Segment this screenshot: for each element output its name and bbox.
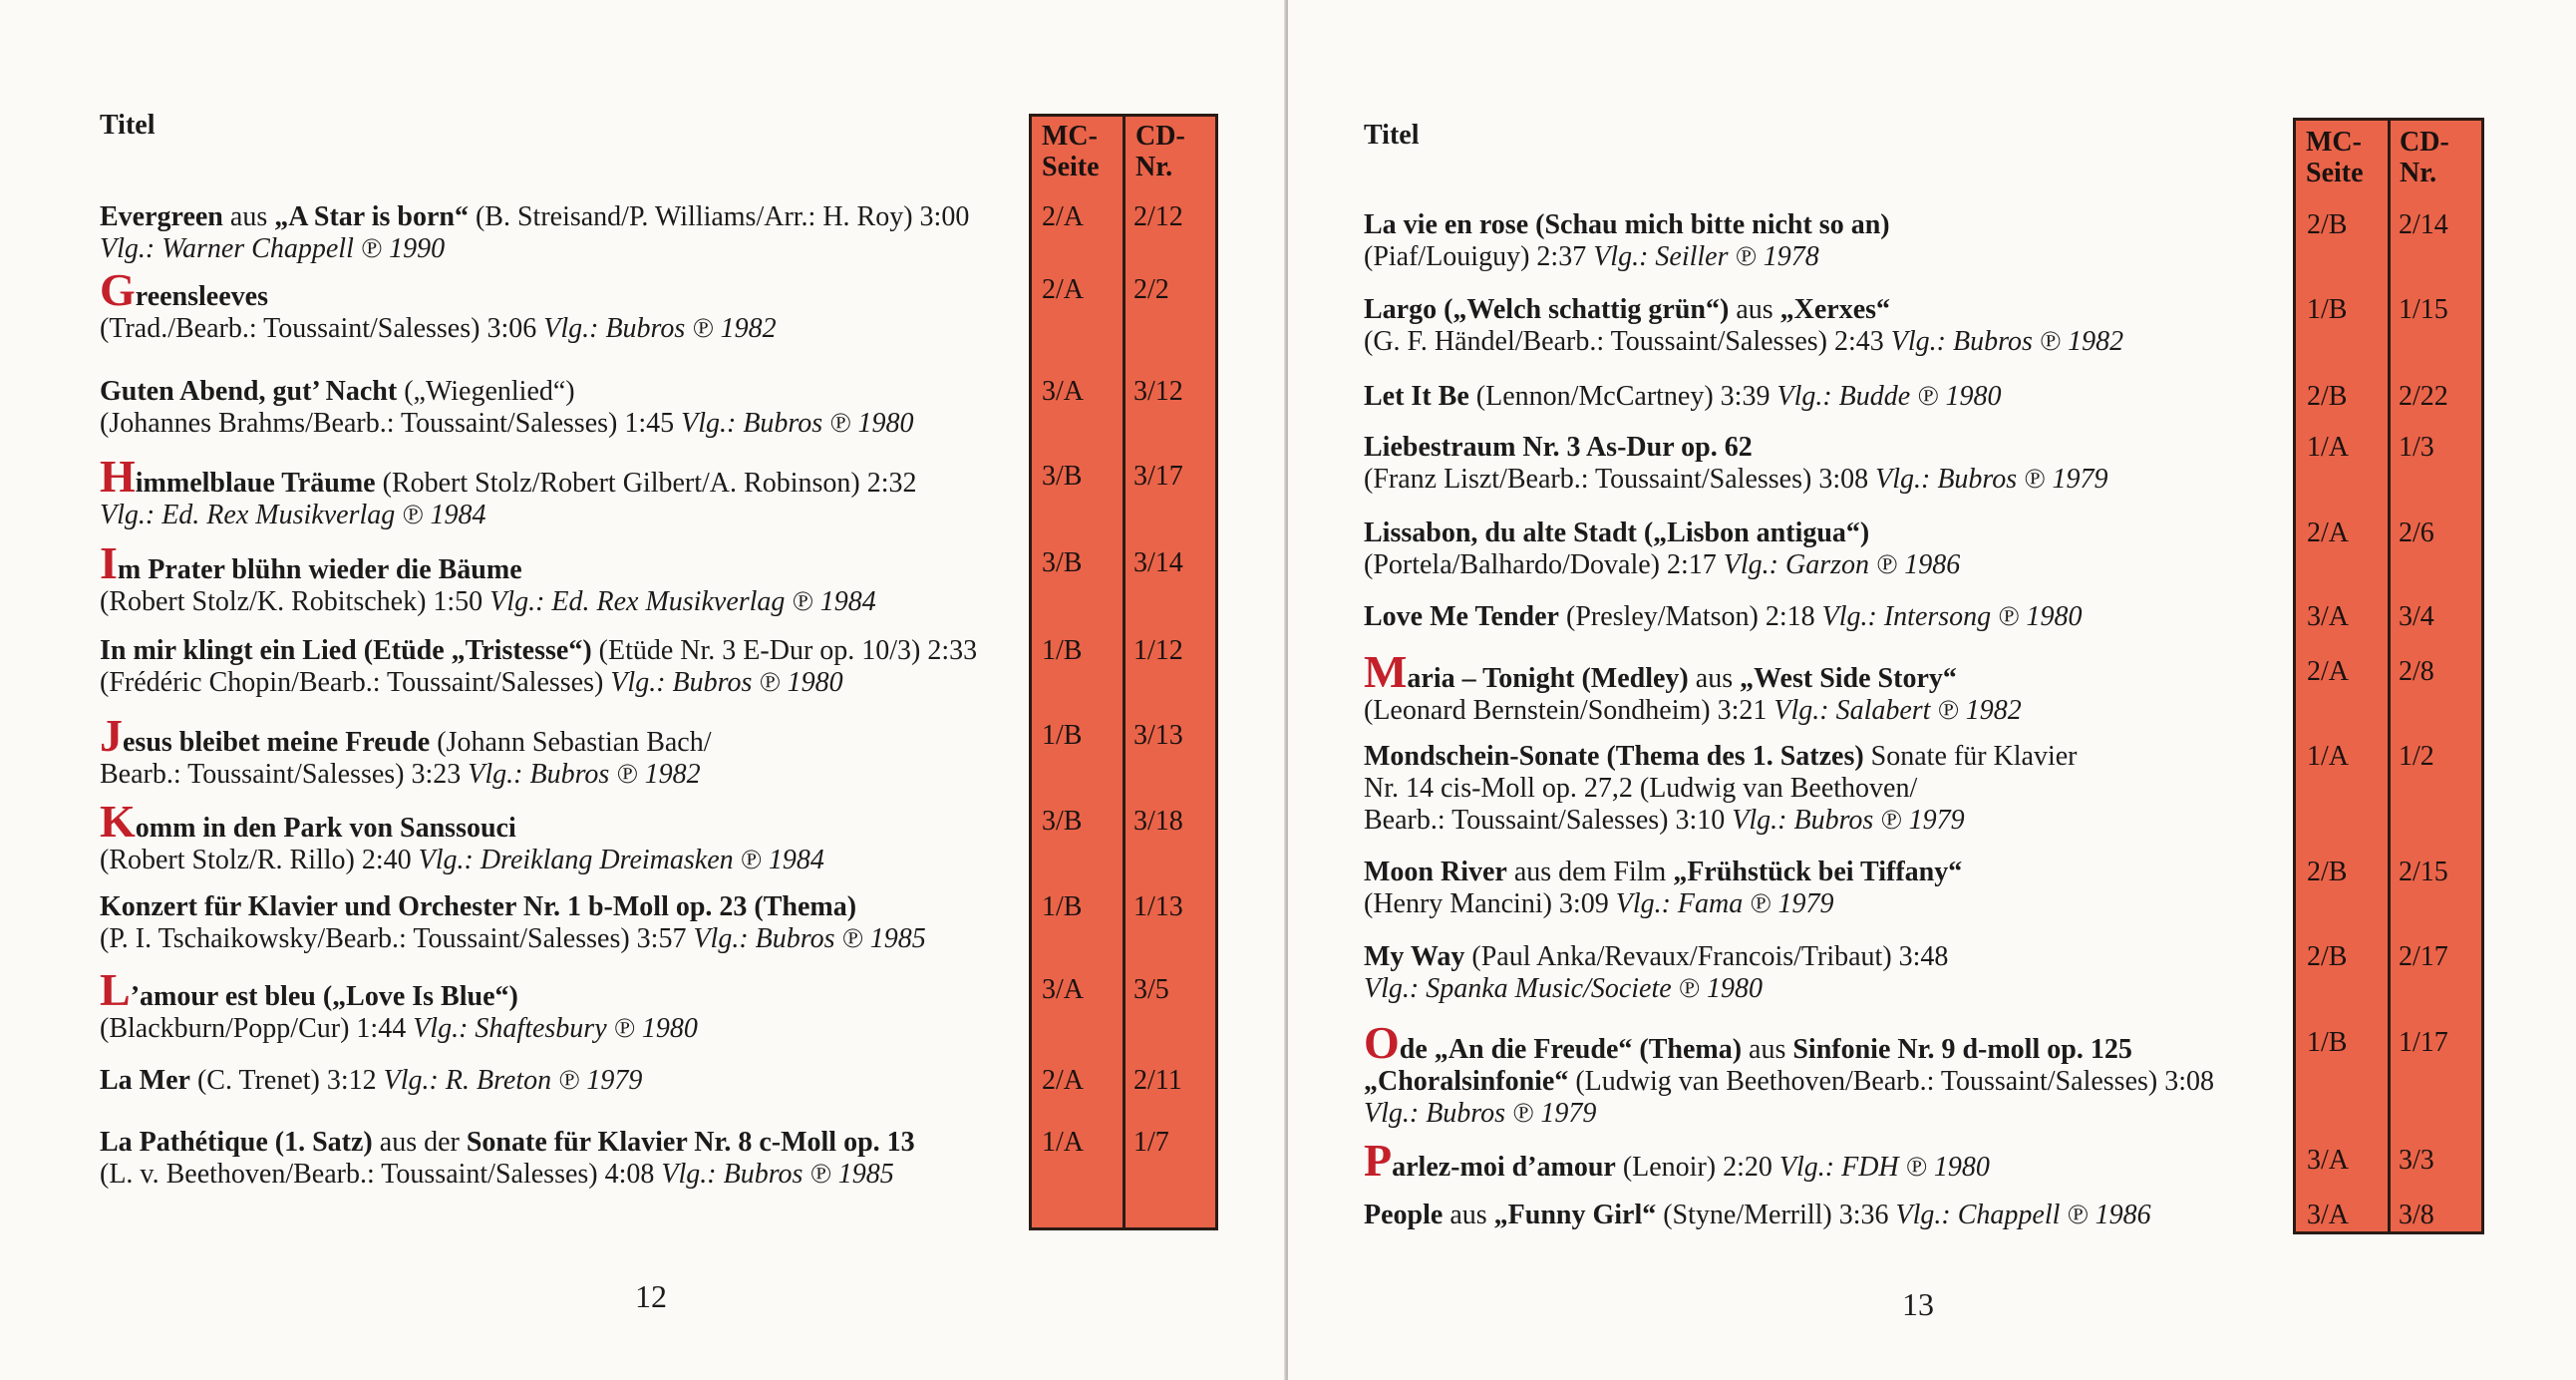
song-entry: [1364, 1200, 2151, 1231]
entry-title-text: aus: [1688, 663, 1741, 694]
entry-title-text: „Frühstück bei Tiffany“: [1673, 857, 1963, 887]
entry-title-text: ’amour est bleu („Love Is Blue“): [130, 981, 518, 1012]
entry-detail-text: (Blackburn/Popp/Cur) 1:44: [100, 1013, 414, 1044]
entry-title-text: aus: [1742, 1034, 1793, 1065]
cd-header-line2: Nr.: [1135, 152, 1173, 182]
entry-detail-text: Vlg.: Warner Chappell ℗ 1990: [100, 233, 446, 264]
entry-title-text: aus dem Film: [1506, 857, 1674, 887]
mc-side-cell: 3/A: [1042, 974, 1084, 1005]
entry-title-text: La Pathétique (1. Satz): [100, 1127, 373, 1158]
initial-capital: L: [100, 964, 131, 1015]
entry-detail-text: (L. v. Beethoven/Bearb.: Toussaint/Salesses) 4:08: [100, 1159, 662, 1190]
cd-number-cell: 2/2: [1133, 274, 1169, 305]
entry-detail-text: (Portela/Balhardo/Dovale) 2:17: [1364, 549, 1724, 580]
mc-side-cell: 3/A: [2307, 1145, 2349, 1176]
page-number: 12: [635, 1278, 667, 1314]
entry-title-text: Vlg.: Budde ℗ 1980: [1776, 381, 2002, 412]
cd-number-cell: 2/6: [2399, 518, 2434, 548]
entry-title-text: „West Side Story“: [1740, 663, 1957, 694]
song-entry: [100, 451, 917, 531]
entry-detail-text: Vlg.: Ed. Rex Musikverlag ℗ 1984: [489, 586, 876, 617]
entry-title-text: Sonate für Klavier Nr. 8 c-Moll op. 13: [466, 1127, 915, 1158]
mc-side-cell: 1/B: [1042, 720, 1083, 751]
song-entry: [100, 964, 698, 1045]
cd-number-cell: 1/2: [2399, 741, 2434, 772]
left-page: [0, 0, 1286, 1380]
entry-detail-text: Vlg.: Spanka Music/Societe ℗ 1980: [1364, 973, 1763, 1004]
cd-number-cell: 3/4: [2399, 601, 2434, 632]
entry-title-text: Sinfonie Nr. 9 d-moll op. 125: [1792, 1034, 2132, 1065]
mc-side-cell: 1/B: [2307, 294, 2348, 325]
entry-detail-text: Vlg.: Bubros ℗ 1982: [1890, 326, 2124, 357]
entry-title-text: m Prater blühn wieder die Bäume: [117, 554, 522, 585]
cd-header-line1: CD-: [1135, 121, 1185, 152]
cd-number-cell: 2/22: [2399, 381, 2448, 412]
entry-title-text: Vlg.: R. Breton ℗ 1979: [383, 1065, 643, 1096]
mc-side-cell: 3/A: [2307, 601, 2349, 632]
entry-title-text: aus: [222, 201, 275, 232]
cd-number-cell: 3/5: [1133, 974, 1169, 1005]
entry-detail-text: Vlg.: Bubros ℗ 1979: [1364, 1098, 1597, 1129]
song-entry: [100, 635, 977, 699]
song-entry: [1364, 601, 2082, 633]
entry-detail-text: Vlg.: Bubros ℗ 1985: [693, 923, 926, 954]
song-entry: [100, 710, 712, 791]
entry-title-text: (Paul Anka/Revaux/Francois/Tribaut) 3:48: [1464, 941, 1949, 972]
entry-title-text: reensleeves: [135, 281, 268, 312]
entry-title-text: (Robert Stolz/Robert Gilbert/A. Robinson) 2:32: [375, 468, 917, 499]
entry-detail-text: (Piaf/Louiguy) 2:37: [1364, 241, 1594, 272]
entry-title-text: „A Star is born“: [274, 201, 469, 232]
entry-detail-text: Vlg.: Bubros ℗ 1980: [610, 667, 843, 698]
cd-number-cell: 2/11: [1133, 1065, 1182, 1096]
mc-side-cell: 1/A: [1042, 1127, 1084, 1158]
initial-capital: J: [100, 710, 123, 761]
entry-title-text: Liebestraum Nr. 3 As-Dur op. 62: [1364, 432, 1753, 463]
entry-title-text: („Wiegenlied“): [397, 376, 575, 407]
initial-capital: K: [100, 796, 136, 847]
entry-detail-text: (Leonard Bernstein/Sondheim) 3:21: [1364, 695, 1774, 726]
entry-detail-text: Vlg.: Garzon ℗ 1986: [1723, 549, 1961, 580]
entry-detail-text: Bearb.: Toussaint/Salesses) 3:23: [100, 759, 469, 790]
entry-detail-text: Vlg.: Bubros ℗ 1979: [1732, 805, 1965, 836]
initial-capital: P: [1364, 1135, 1393, 1186]
mc-side-cell: 2/B: [2307, 941, 2348, 972]
mc-side-cell: 1/B: [1042, 891, 1083, 922]
entry-title-text: La vie en rose (Schau mich bitte nicht so an): [1364, 209, 1890, 240]
entry-title-text: (Presley/Matson) 2:18: [1559, 601, 1822, 632]
cd-header-line1: CD-: [2400, 127, 2449, 158]
cd-number-cell: 2/17: [2399, 941, 2448, 972]
entry-detail-text: (Johannes Brahms/Bearb.: Toussaint/Salesses) 1:45: [100, 408, 682, 439]
song-entry: [100, 264, 777, 345]
cd-number-cell: 3/13: [1133, 720, 1183, 751]
entry-detail-text: Vlg.: Dreiklang Dreimasken ℗ 1984: [418, 845, 824, 875]
song-entry: [1364, 646, 2022, 727]
song-entry: [1364, 1135, 1990, 1186]
entry-title-text: (Johann Sebastian Bach/: [430, 727, 712, 758]
entry-title-text: Lissabon, du alte Stadt („Lisbon antigua“): [1364, 518, 1870, 548]
mc-side-cell: 2/A: [1042, 274, 1084, 305]
cd-number-cell: 3/17: [1133, 461, 1183, 492]
mc-side-cell: 2/A: [1042, 1065, 1084, 1096]
title-column-header: Titel: [100, 110, 156, 141]
entry-title-text: (Lennon/McCartney) 3:39: [1468, 381, 1777, 412]
cd-number-cell: 3/8: [2399, 1200, 2434, 1230]
song-entry: [100, 537, 876, 618]
mc-side-cell: 1/A: [2307, 741, 2349, 772]
mc-header-line1: MC-: [1042, 121, 1098, 152]
entry-detail-text: Nr. 14 cis-Moll op. 27,2 (Ludwig van Beethoven/: [1364, 773, 1918, 804]
song-entry: [100, 1065, 642, 1097]
entry-title-text: Sonate für Klavier: [1863, 741, 2078, 772]
cd-number-cell: 1/7: [1133, 1127, 1169, 1158]
initial-capital: M: [1364, 646, 1408, 697]
entry-detail-text: Vlg.: Bubros ℗ 1982: [543, 313, 777, 344]
entry-title-text: de „An die Freude“ (Thema): [1399, 1034, 1743, 1065]
mc-header-line1: MC-: [2306, 127, 2362, 158]
entry-title-text: Vlg.: Chappell ℗ 1986: [1895, 1200, 2151, 1230]
initial-capital: H: [100, 451, 136, 502]
entry-title-text: aus: [1729, 294, 1780, 325]
entry-detail-text: „Choralsinfonie“: [1364, 1066, 1569, 1097]
mc-side-cell: 1/B: [1042, 635, 1083, 666]
entry-detail-text: (Trad./Bearb.: Toussaint/Salesses) 3:06: [100, 313, 544, 344]
song-entry: [1364, 941, 1948, 1005]
entry-title-text: immelblaue Träume: [135, 468, 376, 499]
cd-number-cell: 2/15: [2399, 857, 2448, 887]
entry-title-text: (Etüde Nr. 3 E-Dur op. 10/3) 2:33: [591, 635, 978, 666]
cd-number-cell: 2/14: [2399, 209, 2448, 240]
entry-title-text: omm in den Park von Sanssouci: [135, 813, 516, 844]
cd-number-cell: 1/12: [1133, 635, 1183, 666]
initial-capital: I: [100, 537, 118, 588]
page-number: 13: [1902, 1286, 1934, 1322]
song-entry: [1364, 518, 1960, 581]
mc-side-cell: 3/B: [1042, 806, 1083, 837]
entry-detail-text: (Ludwig van Beethoven/Bearb.: Toussaint/Salesses) 3:08: [1568, 1066, 2214, 1097]
mc-side-cell: 3/A: [1042, 376, 1084, 407]
cd-header-line2: Nr.: [2400, 158, 2437, 188]
song-entry: [1364, 741, 2078, 837]
entry-detail-text: (Robert Stolz/R. Rillo) 2:40: [100, 845, 419, 875]
entry-title-text: arlez-moi d’amour: [1392, 1152, 1616, 1183]
entry-title-text: Largo („Welch schattig grün“): [1364, 294, 1730, 325]
entry-title-text: In mir klingt ein Lied (Etüde „Tristesse“): [100, 635, 592, 666]
mc-side-cell: 3/B: [1042, 547, 1083, 578]
song-entry: [100, 376, 913, 440]
mc-header-line2: Seite: [2306, 158, 2364, 188]
entry-title-text: My Way: [1364, 941, 1465, 972]
mc-side-cell: 2/A: [2307, 656, 2349, 687]
song-entry: [1364, 857, 1962, 920]
song-entry: [1364, 381, 2001, 413]
cd-number-cell: 2/8: [2399, 656, 2434, 687]
song-entry: [1364, 294, 2123, 358]
entry-detail-text: Vlg.: Salabert ℗ 1982: [1773, 695, 2022, 726]
entry-detail-text: (G. F. Händel/Bearb.: Toussaint/Salesses) 2:43: [1364, 326, 1891, 357]
entry-detail-text: (Henry Mancini) 3:09: [1364, 888, 1616, 919]
entry-detail-text: (Robert Stolz/K. Robitschek) 1:50: [100, 586, 490, 617]
entry-title-text: Vlg.: FDH ℗ 1980: [1778, 1152, 1990, 1183]
song-entry: [100, 1127, 915, 1191]
entry-title-text: Moon River: [1364, 857, 1507, 887]
entry-title-text: People: [1364, 1200, 1444, 1230]
entry-title-text: Love Me Tender: [1364, 601, 1559, 632]
mc-side-cell: 2/A: [1042, 201, 1084, 232]
song-entry: [1364, 1017, 2214, 1130]
mc-side-cell: 1/B: [2307, 1027, 2348, 1058]
initial-capital: O: [1364, 1017, 1400, 1068]
entry-title-text: Vlg.: Intersong ℗ 1980: [1821, 601, 2083, 632]
mc-side-cell: 3/A: [2307, 1200, 2349, 1230]
entry-detail-text: Vlg.: Bubros ℗ 1979: [1875, 464, 2108, 495]
mc-header-line2: Seite: [1042, 152, 1100, 182]
entry-title-text: aus: [1443, 1200, 1494, 1230]
entry-detail-text: (Franz Liszt/Bearb.: Toussaint/Salesses) 3:08: [1364, 464, 1876, 495]
cd-number-cell: 1/17: [2399, 1027, 2448, 1058]
cd-number-cell: 3/18: [1133, 806, 1183, 837]
initial-capital: G: [100, 264, 136, 315]
song-entry: [1364, 209, 1890, 273]
mc-side-cell: 3/B: [1042, 461, 1083, 492]
cd-number-cell: 2/12: [1133, 201, 1183, 232]
entry-title-text: (B. Streisand/P. Williams/Arr.: H. Roy) 3:00: [468, 201, 970, 232]
entry-detail-text: Vlg.: Ed. Rex Musikverlag ℗ 1984: [100, 500, 486, 530]
entry-title-text: (C. Trenet) 3:12: [189, 1065, 384, 1096]
entry-detail-text: (Frédéric Chopin/Bearb.: Toussaint/Salesses): [100, 667, 611, 698]
cd-number-cell: 1/3: [2399, 432, 2434, 463]
cd-number-cell: 1/15: [2399, 294, 2448, 325]
mc-side-cell: 2/A: [2307, 518, 2349, 548]
entry-title-text: Konzert für Klavier und Orchester Nr. 1 b-Moll op. 23 (Thema): [100, 891, 857, 922]
entry-title-text: „Xerxes“: [1779, 294, 1891, 325]
entry-detail-text: Vlg.: Seiller ℗ 1978: [1593, 241, 1819, 272]
entry-detail-text: (P. I. Tschaikowsky/Bearb.: Toussaint/Salesses) 3:57: [100, 923, 694, 954]
right-page: [1288, 0, 2576, 1380]
song-entry: [100, 796, 824, 876]
entry-title-text: aus der: [372, 1127, 467, 1158]
entry-title-text: esus bleibet meine Freude: [123, 727, 431, 758]
mc-side-cell: 1/A: [2307, 432, 2349, 463]
entry-title-text: „Funny Girl“: [1493, 1200, 1657, 1230]
cd-number-cell: 3/12: [1133, 376, 1183, 407]
song-entry: [1364, 432, 2107, 496]
mc-side-cell: 2/B: [2307, 857, 2348, 887]
cd-number-cell: 1/13: [1133, 891, 1183, 922]
entry-title-text: La Mer: [100, 1065, 190, 1096]
entry-detail-text: Vlg.: Bubros ℗ 1985: [661, 1159, 894, 1190]
mc-side-cell: 2/B: [2307, 209, 2348, 240]
entry-title-text: Guten Abend, gut’ Nacht: [100, 376, 398, 407]
entry-detail-text: Bearb.: Toussaint/Salesses) 3:10: [1364, 805, 1733, 836]
entry-detail-text: Vlg.: Bubros ℗ 1982: [468, 759, 701, 790]
entry-title-text: Evergreen: [100, 201, 223, 232]
entry-title-text: Let It Be: [1364, 381, 1469, 412]
entry-detail-text: Vlg.: Fama ℗ 1979: [1615, 888, 1834, 919]
mc-side-cell: 2/B: [2307, 381, 2348, 412]
cd-number-cell: 3/14: [1133, 547, 1183, 578]
entry-title-text: (Styne/Merrill) 3:36: [1656, 1200, 1896, 1230]
cd-number-cell: 3/3: [2399, 1145, 2434, 1176]
entry-detail-text: Vlg.: Bubros ℗ 1980: [681, 408, 914, 439]
song-entry: [100, 201, 969, 265]
title-column-header: Titel: [1364, 120, 1420, 151]
entry-detail-text: Vlg.: Shaftesbury ℗ 1980: [413, 1013, 698, 1044]
entry-title-text: aria – Tonight (Medley): [1407, 663, 1689, 694]
entry-title-text: Mondschein-Sonate (Thema des 1. Satzes): [1364, 741, 1864, 772]
entry-title-text: (Lenoir) 2:20: [1615, 1152, 1779, 1183]
song-entry: [100, 891, 926, 955]
